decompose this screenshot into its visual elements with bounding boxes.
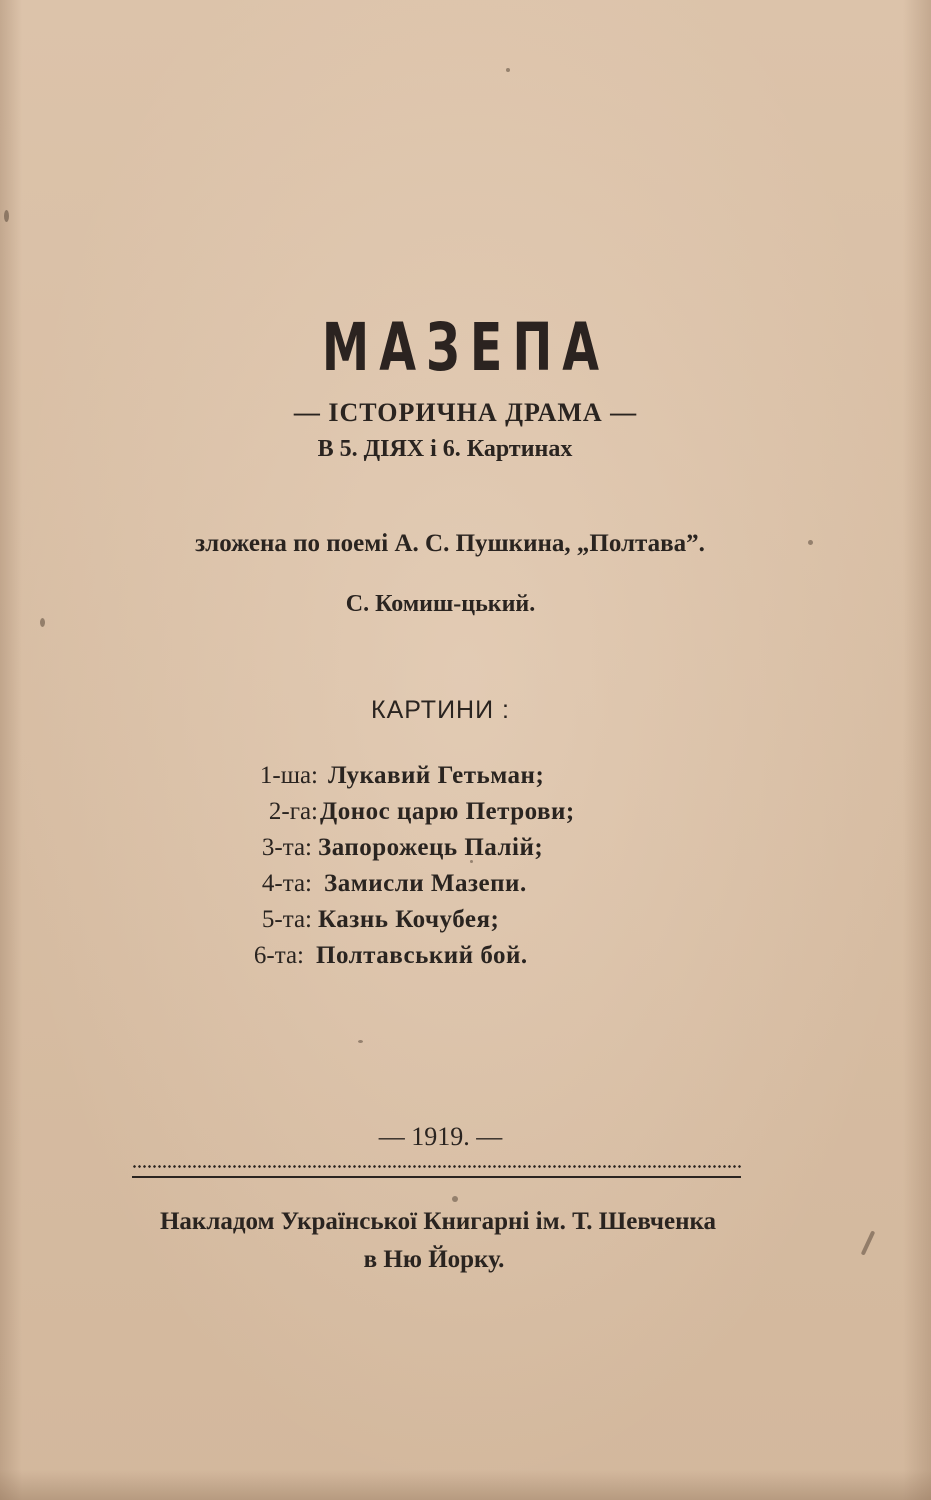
scene-name: Полтавський бой. <box>316 942 528 969</box>
scene-name: Донос царю Петрови; <box>320 798 575 825</box>
page-edge-left <box>0 0 22 1500</box>
page-edge-right <box>903 0 931 1500</box>
scene-number: 3-та: <box>261 834 312 861</box>
scene-name: Казнь Кочубея; <box>318 906 500 933</box>
genre-subtitle: — ІСТОРИЧНА ДРАМА — <box>293 398 638 427</box>
paper-speck <box>506 68 510 72</box>
based-on-line: зложена по поемі А. С. Пушкина, „Полтава”. <box>195 530 705 557</box>
scene-name: Замисли Мазепи. <box>324 870 527 897</box>
dotted-rule <box>132 1164 741 1169</box>
publication-place: в Ню Йорку. <box>363 1246 505 1273</box>
author-name: С. Комиш-цький. <box>345 591 536 617</box>
scene-name: Запорожець Палій; <box>318 834 544 861</box>
page-title: МАЗЕПА <box>321 309 610 386</box>
scene-item <box>0 902 931 938</box>
paper-speck <box>4 210 9 222</box>
scene-number: 4-та: <box>261 870 312 897</box>
scene-item <box>0 866 931 902</box>
scene-item <box>0 758 931 794</box>
publisher-line: Накладом Української Книгарні ім. Т. Шевченка <box>159 1208 717 1235</box>
scenes-heading: КАРТИНИ : <box>371 696 510 724</box>
paper-speck <box>452 1196 458 1202</box>
scene-number: 6-та: <box>253 942 304 969</box>
scene-item <box>0 794 931 830</box>
page-edge-bottom <box>0 1470 931 1500</box>
paper-speck <box>358 1040 363 1043</box>
scene-number: 2-га: <box>268 798 318 825</box>
publication-year: — 1919. — <box>378 1122 503 1151</box>
scene-name: Лукавий Гетьман; <box>328 762 545 789</box>
solid-rule <box>132 1176 741 1178</box>
scene-number: 1-ша: <box>259 762 318 789</box>
paper-speck <box>40 618 45 627</box>
scene-item <box>0 938 931 974</box>
acts-line: В 5. ДІЯХ і 6. Картинах <box>317 436 573 462</box>
scene-item <box>0 830 931 866</box>
scene-number: 5-та: <box>261 906 312 933</box>
